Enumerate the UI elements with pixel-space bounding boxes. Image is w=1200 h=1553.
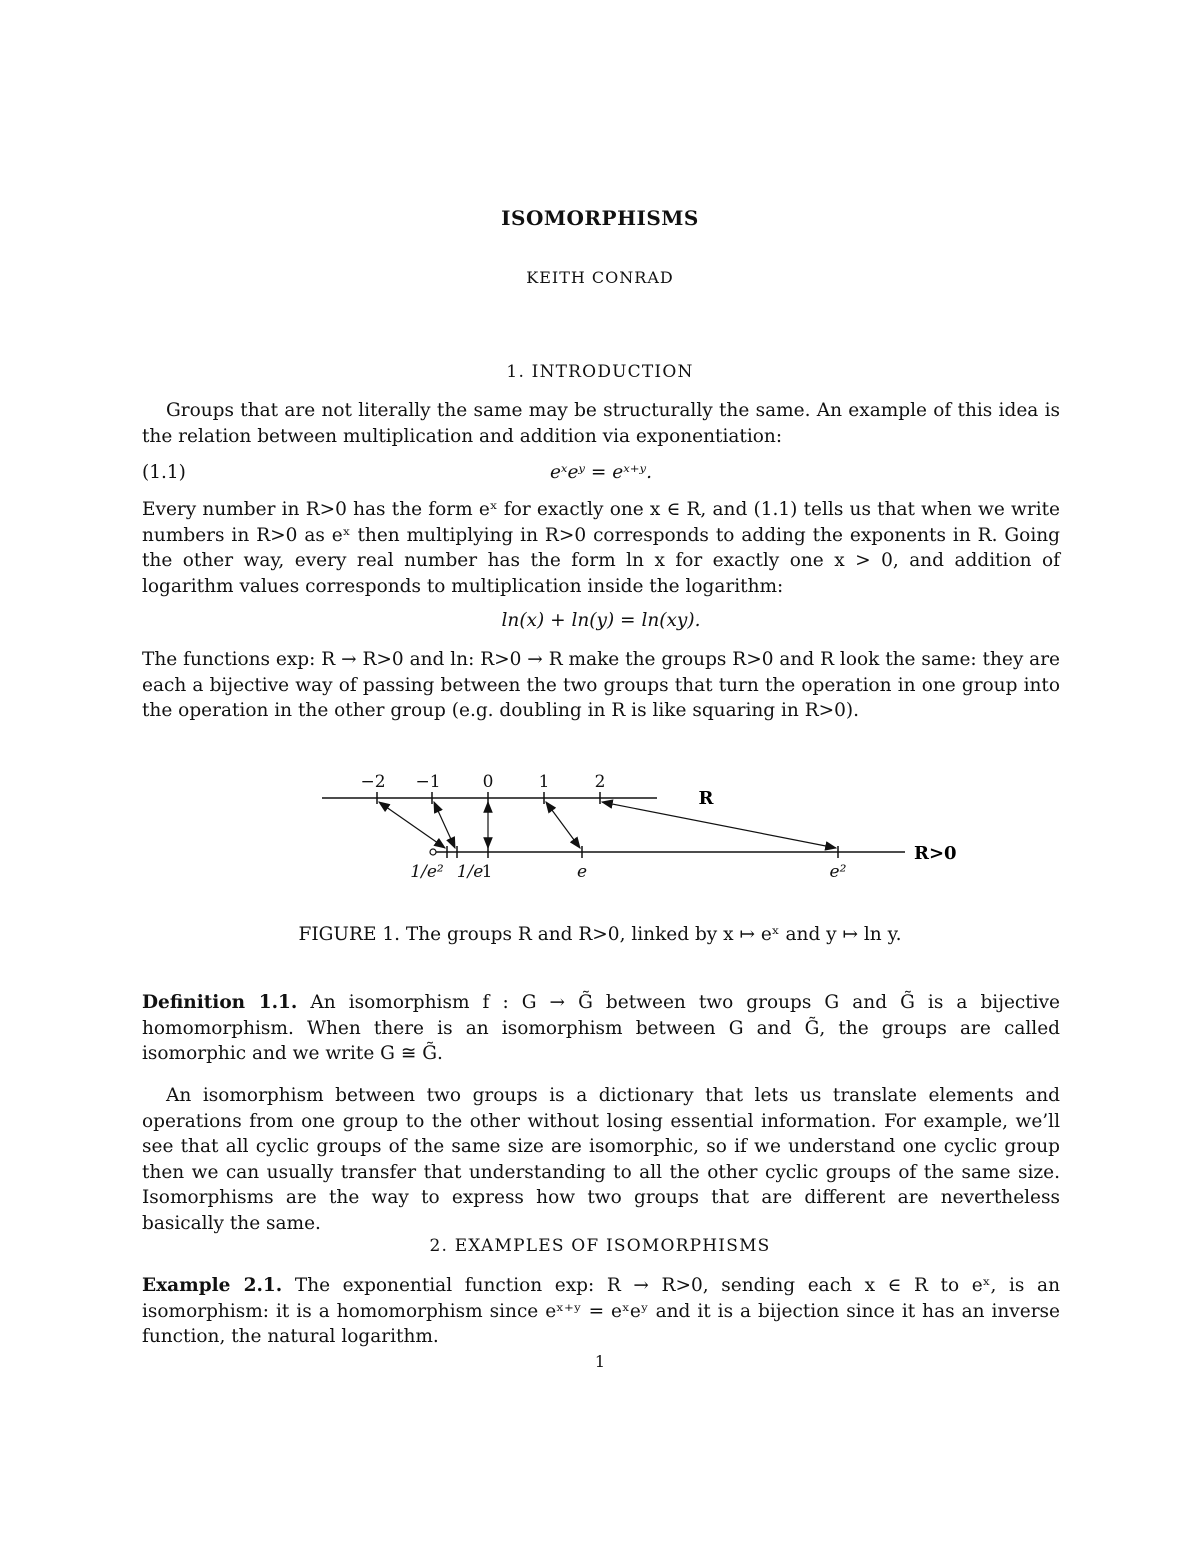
- section-1-heading: [0, 362, 1200, 382]
- example-label: Example 2.1.: [142, 1275, 283, 1296]
- definition-label: Definition 1.1.: [142, 992, 298, 1013]
- equation-body: eˣeʸ = eˣ⁺ʸ.: [549, 462, 653, 483]
- intro-paragraph-1: Groups that are not literally the same may be structurally the same. An example of this idea is the relation between multiplication and addition via exponentiation:: [142, 400, 1060, 447]
- map-arrow: [546, 802, 580, 848]
- top-tick-label: 0: [482, 772, 494, 792]
- equation-number: (1.1): [142, 462, 186, 483]
- paper-title: ISOMORPHISMS: [501, 206, 699, 230]
- figure-1-diagram: [0, 760, 1200, 890]
- zero-endpoint-open-circle: [430, 849, 436, 855]
- section-number: 2.: [429, 1236, 449, 1256]
- definition-1-1: [142, 990, 1060, 1067]
- bottom-tick-label: e²: [829, 862, 847, 882]
- top-tick-label: −1: [415, 772, 441, 792]
- dictionary-paragraph: An isomorphism between two groups is a dictionary that lets us translate elements and operations from one group to the other without losing essential information. For example, we’ll see that all cyclic groups of the same size are isomorphic, so if we understand one cyclic group then we can usually transfer that understanding to all the other cyclic groups of the same size. Isomorphisms are the way to express how two groups that are different are nevertheless basically the same.: [142, 1085, 1060, 1234]
- example-2-1: [142, 1273, 1060, 1350]
- example-text: The exponential function exp: R → R>0, sending each x ∈ R to eˣ, is an isomorphism: it is a homomorphism since eˣ⁺ʸ = eˣeʸ and it is a bijection since it has an inverse function, the natural logarithm.: [142, 1275, 1060, 1347]
- intro-paragraph-3: The functions exp: R → R>0 and ln: R>0 → R make the groups R>0 and R look the same: they are each a bijective way of passing between the two groups that turn the operation in one group into the operation in the other group (e.g. doubling in R is like squaring in R>0).: [142, 649, 1060, 721]
- equation-body: ln(x) + ln(y) = ln(xy).: [501, 610, 701, 631]
- map-arrow: [434, 802, 455, 848]
- bottom-tick-label: 1/e²: [410, 862, 444, 882]
- intro-paragraph-2: Every number in R>0 has the form eˣ for exactly one x ∈ R, and (1.1) tells us that when we write numbers in R>0 as eˣ then multiplying in R>0 corresponds to adding the exponents in R. Going the other way, every real number has the form ln x for exactly one x > 0, and addition of logarithm values corresponds to multiplication inside the logarithm:: [142, 499, 1060, 597]
- positive-reals-label: R>0: [914, 843, 957, 864]
- page-number: 1: [594, 1352, 606, 1371]
- section-2-heading: [0, 1236, 1200, 1256]
- section-title: EXAMPLES OF ISOMORPHISMS: [454, 1236, 771, 1256]
- bottom-tick-label: 1: [481, 862, 493, 882]
- figure-1-caption: FIGURE 1. The groups R and R>0, linked by x ↦ eˣ and y ↦ ln y.: [298, 924, 902, 945]
- section-title: INTRODUCTION: [531, 362, 694, 382]
- top-tick-label: 1: [538, 772, 550, 792]
- map-arrow: [602, 802, 836, 848]
- section-number: 1.: [506, 362, 526, 382]
- definition-text: An isomorphism f : G → G̃ between two groups G and G̃ is a bijective homomorphism. When there is an isomorphism between G and G̃, the groups are called isomorphic and we write G ≅ G̃.: [142, 992, 1060, 1064]
- bottom-tick-label: 1/e: [456, 862, 484, 882]
- map-arrow: [379, 802, 445, 848]
- top-tick-label: 2: [594, 772, 606, 792]
- bottom-tick-label: e: [576, 862, 588, 882]
- real-line-label: R: [698, 788, 714, 809]
- equation-ln: [142, 610, 1060, 636]
- author-name: KEITH CONRAD: [526, 268, 674, 287]
- top-tick-label: −2: [360, 772, 386, 792]
- equation-1-1: [142, 462, 1060, 488]
